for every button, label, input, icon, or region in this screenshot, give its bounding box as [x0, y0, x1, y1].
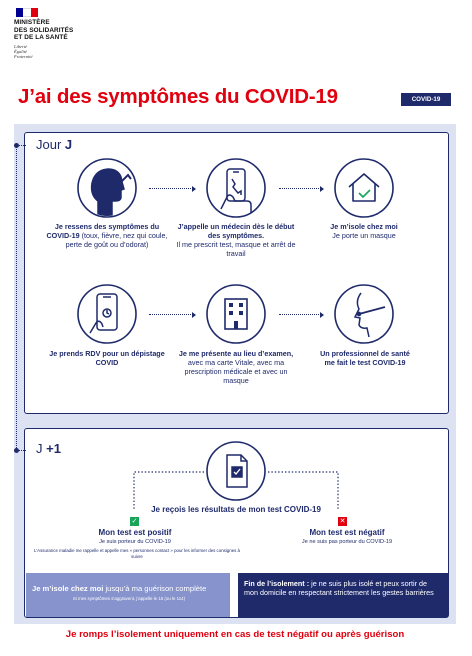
covid-tag-badge: COVID-19: [401, 93, 451, 106]
connector-arrow-2: [279, 188, 321, 189]
building-icon: [205, 283, 267, 345]
positive-subtitle: Je suis porteur du COVID-19: [99, 539, 171, 545]
positive-note: L’Assurance maladie me rappelle et appelle mes « personnes contact » pour les informer des consignes à suivre: [34, 548, 240, 559]
connector-arrow-1: [149, 188, 193, 189]
positive-title: Mon test est positif: [98, 528, 172, 537]
end-isolation-box: Fin de l’isolement : je ne suis plus isolé et peux sortir de mon domicile en respectant strictement les gestes barrières: [238, 573, 448, 617]
isolation-box: Je m’isole chez moi jusqu’à ma guérison complète Si mes symptômes s’aggravent, j’appelle le 15 (ou le 114): [26, 573, 230, 617]
result-caption: Je reçois les résultats de mon test COVID-19: [151, 505, 321, 514]
step-3-caption: Je m’isole chez moi Je porte un masque: [330, 222, 398, 240]
negative-title: Mon test est négatif: [309, 528, 385, 537]
timeline-stub-j1: [17, 450, 26, 451]
negative-subtitle: Je ne suis pas porteur du COVID-19: [301, 539, 393, 545]
republic-motto: Liberté Égalité Fraternité: [14, 44, 33, 60]
page-title: J’ai des symptômes du COVID-19: [18, 85, 338, 108]
footer-warning: Je romps l’isolement uniquement en cas de test négatif ou après guérison: [65, 629, 405, 640]
ministry-name: MINISTÈRE DES SOLIDARITÉS ET DE LA SANTÉ: [14, 19, 74, 42]
day-j-label: Jour J: [36, 137, 73, 152]
french-flag-logo: [16, 8, 38, 17]
day-j1-label: J +1: [36, 441, 61, 456]
connector-arrow-4: [279, 314, 321, 315]
phone-call-icon: [205, 157, 267, 219]
timeline-line: [16, 145, 17, 450]
head-pain-icon: [76, 157, 138, 219]
house-icon: [333, 157, 395, 219]
smartphone-icon: [76, 283, 138, 345]
step-5-caption: Je me présente au lieu d’examen, avec ma carte Vitale, avec ma prescription médicale et avec un masque: [178, 349, 294, 385]
step-4-caption: Je prends RDV pour un dépistage COVID: [49, 349, 165, 367]
nasal-swab-icon: [333, 283, 395, 345]
step-6-caption: Un professionnel de santé me fait le test COVID-19: [320, 349, 410, 367]
step-1-caption: Je ressens des symptômes du COVID-19 (toux, fièvre, nez qui coule, perte de goût ou d’odorat): [46, 222, 168, 249]
cross-negative-icon: ✕: [339, 518, 346, 525]
timeline-stub-j: [17, 145, 26, 146]
step-2-caption: J’appelle un médecin dès le début des symptômes. Il me prescrit test, masque et arrêt de travail: [176, 222, 296, 258]
check-positive-icon: ✓: [131, 518, 138, 525]
connector-arrow-3: [149, 314, 193, 315]
